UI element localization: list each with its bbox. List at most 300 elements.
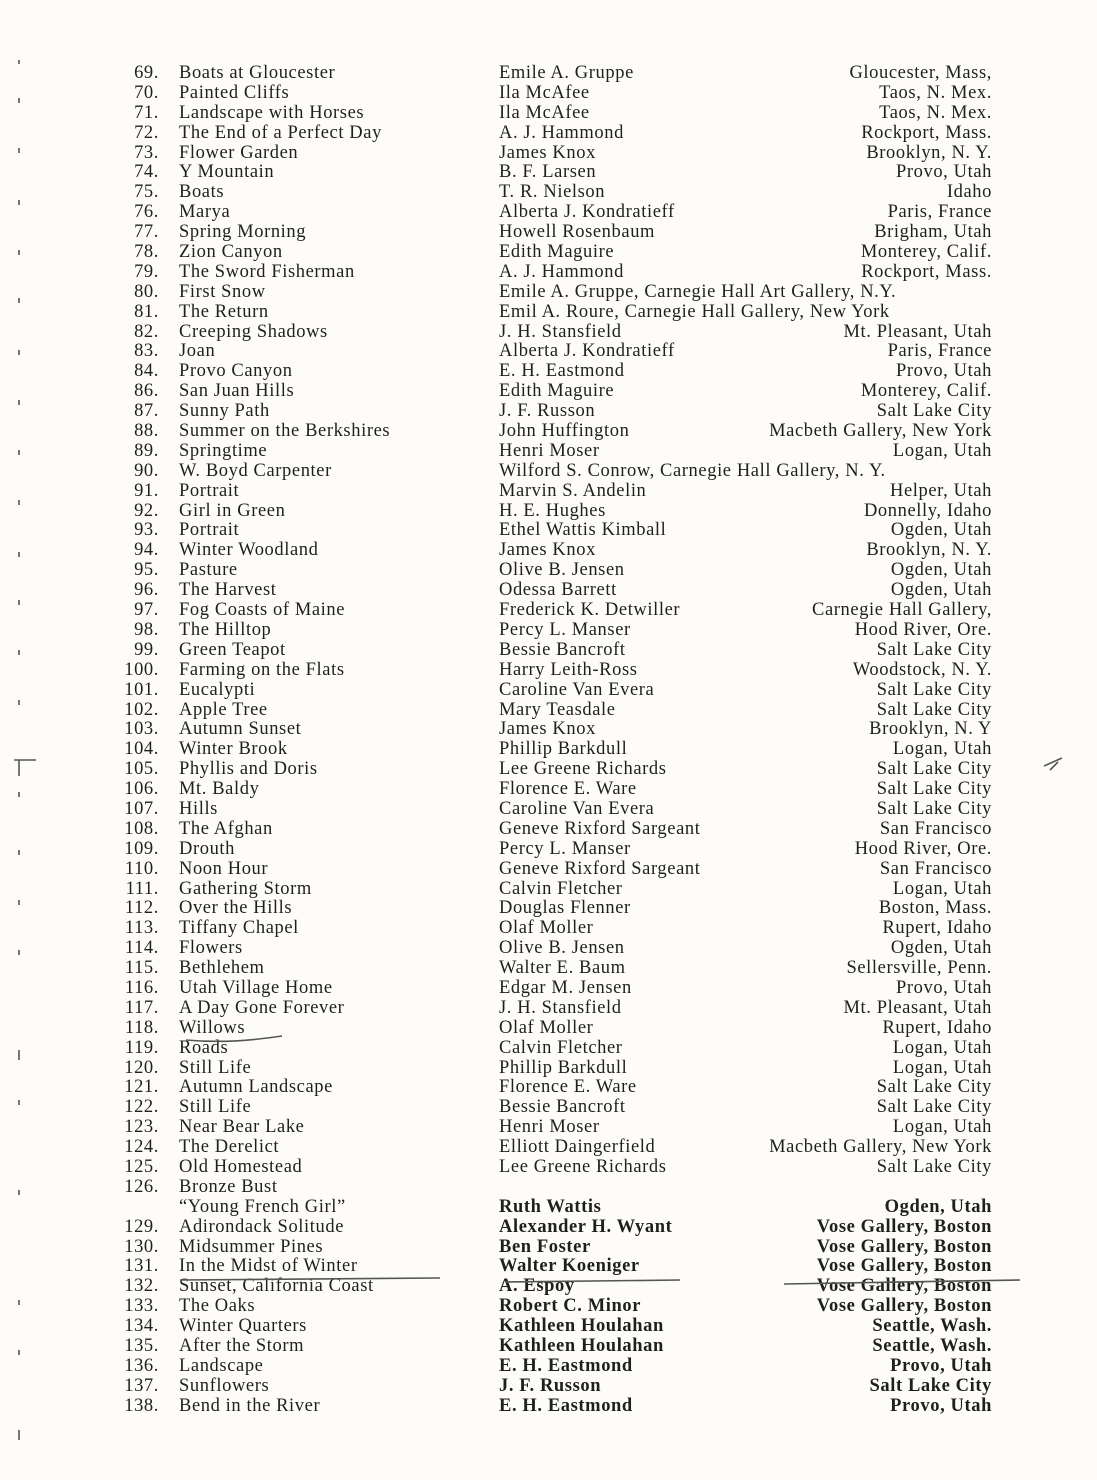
- entry-artist: James Knox: [499, 540, 596, 561]
- catalog-entry: [0, 362, 1097, 382]
- entry-artist: Florence E. Ware: [499, 779, 637, 800]
- entry-title: Painted Cliffs: [179, 82, 290, 103]
- entry-title: Girl in Green: [179, 500, 286, 521]
- entry-number: 77.: [134, 222, 159, 243]
- entry-number: 103.: [124, 719, 159, 740]
- catalog-entry: [0, 740, 1097, 760]
- entry-location: Brooklyn, N. Y.: [866, 142, 992, 163]
- entry-title: A Day Gone Forever: [179, 997, 345, 1018]
- entry-location: Salt Lake City: [869, 1375, 992, 1396]
- entry-artist: E. H. Eastmond: [499, 1355, 633, 1376]
- entry-location: Donnelly, Idaho: [863, 500, 992, 521]
- entry-title: The Afghan: [179, 818, 273, 839]
- entry-number: 108.: [124, 818, 159, 839]
- entry-artist: Olive B. Jensen: [499, 938, 625, 959]
- entry-location: Hood River, Ore.: [854, 838, 992, 859]
- entry-number: 102.: [124, 699, 159, 720]
- catalog-entry: [0, 323, 1097, 343]
- entry-title: Autumn Landscape: [179, 1077, 333, 1098]
- catalog-entry: [0, 223, 1097, 243]
- entry-title: Y Mountain: [179, 162, 275, 183]
- entry-number: 88.: [134, 421, 159, 442]
- entry-number: 107.: [124, 798, 159, 819]
- entry-title: Utah Village Home: [179, 977, 333, 998]
- catalog-entry: [0, 1218, 1097, 1238]
- catalog-entry: [0, 144, 1097, 164]
- catalog-entry: [0, 104, 1097, 124]
- entry-title: Still Life: [179, 1097, 252, 1118]
- entry-location: Brigham, Utah: [874, 222, 992, 243]
- entry-number: 80.: [134, 281, 159, 302]
- entry-number: 111.: [125, 878, 159, 899]
- entry-location: San Francisco: [879, 818, 992, 839]
- catalog-entry: [0, 342, 1097, 362]
- catalog-entry: [0, 183, 1097, 203]
- entry-artist: Olaf Moller: [499, 1017, 594, 1038]
- entry-title: Bend in the River: [179, 1395, 321, 1416]
- entry-number: 138.: [124, 1395, 159, 1416]
- entry-location: Seattle, Wash.: [872, 1316, 992, 1337]
- entry-location: Provo, Utah: [895, 977, 992, 998]
- entry-location: Logan, Utah: [892, 440, 992, 461]
- entry-title: First Snow: [179, 281, 266, 302]
- entry-location: Logan, Utah: [892, 878, 992, 899]
- entry-number: 118.: [124, 1017, 159, 1038]
- entry-artist: A. J. Hammond: [499, 122, 624, 143]
- entry-number: 90.: [134, 460, 159, 481]
- entry-artist: Edith Maguire: [499, 381, 615, 402]
- entry-artist: E. H. Eastmond: [499, 361, 625, 382]
- entry-title: Boats at Gloucester: [179, 63, 336, 83]
- entry-title: The Hilltop: [179, 619, 272, 640]
- catalog-entry: [0, 382, 1097, 402]
- entry-location: Provo, Utah: [890, 1395, 992, 1416]
- entry-title: W. Boyd Carpenter: [179, 460, 332, 481]
- entry-number: 106.: [124, 779, 159, 800]
- catalog-entry: [0, 959, 1097, 979]
- entry-number: 135.: [124, 1336, 159, 1356]
- entry-artist: Kathleen Houlahan: [499, 1316, 664, 1337]
- entry-location: San Francisco: [879, 858, 992, 879]
- entry-artist: Caroline Van Evera: [499, 679, 655, 700]
- catalog-entry: [0, 1178, 1097, 1198]
- entry-location: Macbeth Gallery, New York: [769, 421, 992, 442]
- entry-location: Ogden, Utah: [890, 520, 992, 541]
- catalog-entry: [0, 840, 1097, 860]
- entry-artist: Wilford S. Conrow, Carnegie Hall Gallery, N. Y.: [499, 460, 886, 481]
- entry-artist: Marvin S. Andelin: [499, 480, 647, 501]
- entry-number: 132.: [124, 1276, 159, 1297]
- entry-location: Hood River, Ore.: [854, 619, 992, 640]
- entry-artist: Ben Foster: [499, 1236, 591, 1257]
- entry-location: Logan, Utah: [892, 1117, 992, 1138]
- entry-artist: H. E. Hughes: [499, 500, 606, 521]
- entry-location: Vose Gallery, Boston: [816, 1256, 992, 1277]
- catalog-entry: [0, 243, 1097, 263]
- entry-artist: Olaf Moller: [499, 918, 594, 939]
- entry-number: 98.: [134, 619, 159, 640]
- entry-artist: Ethel Wattis Kimball: [499, 520, 667, 541]
- catalog-entry: [0, 860, 1097, 880]
- entry-artist: Percy L. Manser: [499, 838, 631, 859]
- entry-number: 131.: [124, 1256, 159, 1277]
- catalog-entry: [0, 1039, 1097, 1059]
- entry-title: Bethlehem: [179, 958, 265, 979]
- entry-title: In the Midst of Winter: [179, 1256, 358, 1277]
- catalog-entry: [0, 1297, 1097, 1317]
- entry-artist: Alberta J. Kondratieff: [499, 341, 675, 362]
- catalog-entry: [0, 1059, 1097, 1079]
- entry-artist: A. Espoy: [499, 1276, 575, 1297]
- entry-artist: E. H. Eastmond: [499, 1395, 633, 1416]
- entry-number: 93.: [134, 520, 159, 541]
- entry-artist: Alexander H. Wyant: [499, 1216, 673, 1237]
- entry-number: 119.: [124, 1037, 159, 1058]
- entry-artist: Phillip Barkdull: [499, 1057, 628, 1078]
- entry-number: 101.: [124, 679, 159, 700]
- entry-title: Flower Garden: [179, 142, 299, 163]
- entry-artist: Howell Rosenbaum: [499, 222, 656, 243]
- entry-title: Still Life: [179, 1057, 252, 1078]
- entry-location: Provo, Utah: [895, 361, 992, 382]
- entry-artist: Emil A. Roure, Carnegie Hall Gallery, New York: [499, 301, 890, 322]
- entry-title: Willows: [179, 1017, 246, 1038]
- entry-number: 124.: [124, 1137, 159, 1158]
- entry-artist: Calvin Fletcher: [499, 1037, 623, 1058]
- catalog-entry: [0, 442, 1097, 462]
- entry-artist: Florence E. Ware: [499, 1077, 637, 1098]
- entry-location: Salt Lake City: [876, 1097, 992, 1118]
- entry-artist: J. F. Russon: [499, 401, 596, 422]
- entry-artist: Geneve Rixford Sargeant: [499, 818, 701, 839]
- catalog-entry: [0, 1238, 1097, 1258]
- entry-number: 136.: [124, 1355, 159, 1376]
- entry-number: 109.: [124, 838, 159, 859]
- catalog-entry: [0, 919, 1097, 939]
- entry-title: Landscape with Horses: [179, 102, 365, 123]
- entry-location: Salt Lake City: [876, 639, 992, 660]
- entry-title: After the Storm: [179, 1336, 305, 1356]
- entry-artist: Walter Koeniger: [499, 1256, 640, 1277]
- entry-location: Salt Lake City: [876, 401, 992, 422]
- catalog-entry: [0, 899, 1097, 919]
- entry-location: Vose Gallery, Boston: [816, 1296, 992, 1317]
- entry-number: 99.: [134, 639, 159, 660]
- entry-location: Gloucester, Mass,: [849, 63, 992, 83]
- entry-location: Salt Lake City: [876, 1077, 992, 1098]
- entry-number: 73.: [134, 142, 159, 163]
- entry-location: Sellersville, Penn.: [846, 958, 992, 979]
- catalog-entry: [0, 521, 1097, 541]
- entry-title: The Harvest: [179, 580, 277, 601]
- entry-location: Salt Lake City: [876, 699, 992, 720]
- catalog-entry: [0, 502, 1097, 522]
- catalog-entry: [0, 701, 1097, 721]
- entry-number: 129.: [124, 1216, 159, 1237]
- entry-title: Spring Morning: [179, 222, 307, 243]
- entry-title: Portrait: [179, 480, 240, 501]
- entry-location: Mt. Pleasant, Utah: [843, 321, 992, 342]
- catalog-entry: [0, 163, 1097, 183]
- entry-location: Macbeth Gallery, New York: [769, 1137, 992, 1158]
- entry-title: Midsummer Pines: [179, 1236, 324, 1257]
- entry-title: Gathering Storm: [179, 878, 312, 899]
- catalog-entry: [0, 1078, 1097, 1098]
- catalog-entry: [0, 720, 1097, 740]
- entry-title: Autumn Sunset: [179, 719, 302, 740]
- entry-number: 71.: [134, 102, 159, 123]
- entry-artist: James Knox: [499, 142, 596, 163]
- entry-artist: Harry Leith-Ross: [499, 659, 638, 680]
- entry-location: Helper, Utah: [889, 480, 992, 501]
- entry-title: The Oaks: [179, 1296, 256, 1317]
- entry-artist: Lee Greene Richards: [499, 1156, 667, 1177]
- entry-title: Over the Hills: [179, 898, 293, 919]
- catalog-entry: [0, 1357, 1097, 1377]
- catalog-entry: [0, 939, 1097, 959]
- entry-artist: Phillip Barkdull: [499, 739, 628, 760]
- entry-number: 122.: [124, 1097, 159, 1118]
- entry-location: Salt Lake City: [876, 679, 992, 700]
- entry-title: Sunset, California Coast: [179, 1276, 374, 1297]
- entry-artist: Olive B. Jensen: [499, 560, 625, 581]
- entry-title: Farming on the Flats: [179, 659, 345, 680]
- entry-artist: Geneve Rixford Sargeant: [499, 858, 701, 879]
- entry-number: 83.: [134, 341, 159, 362]
- entry-title: The Derelict: [179, 1137, 280, 1158]
- entry-number: 91.: [134, 480, 159, 501]
- catalog-entry: [0, 1377, 1097, 1397]
- entry-location: Paris, France: [887, 202, 992, 223]
- entry-title: The End of a Perfect Day: [179, 122, 382, 143]
- catalog-entry: [0, 303, 1097, 323]
- entry-location: Monterey, Calif.: [860, 381, 992, 402]
- entry-title: Drouth: [179, 838, 236, 859]
- entry-location: Brooklyn, N. Y.: [866, 540, 992, 561]
- catalog-entry: [0, 880, 1097, 900]
- entry-number: 89.: [134, 440, 159, 461]
- entry-title: Boats: [179, 182, 225, 203]
- catalog-entry: [0, 203, 1097, 223]
- entry-artist: J. H. Stansfield: [499, 321, 622, 342]
- entry-number: 117.: [124, 997, 159, 1018]
- catalog-entry: [0, 1019, 1097, 1039]
- entry-number: 121.: [124, 1077, 159, 1098]
- entry-location: Logan, Utah: [892, 1037, 992, 1058]
- entry-location: Taos, N. Mex.: [879, 102, 992, 123]
- entry-title: Flowers: [179, 938, 243, 959]
- entry-artist: A. J. Hammond: [499, 261, 624, 282]
- catalog-entry: [0, 979, 1097, 999]
- entry-title: Sunny Path: [179, 401, 270, 422]
- catalog-entry: [0, 482, 1097, 502]
- entry-number: 134.: [124, 1316, 159, 1337]
- entry-number: 78.: [134, 242, 159, 263]
- entry-artist: Caroline Van Evera: [499, 798, 655, 819]
- entry-title: Winter Quarters: [179, 1316, 307, 1337]
- entry-artist: Robert C. Minor: [499, 1296, 642, 1317]
- entry-number: 133.: [124, 1296, 159, 1317]
- entry-title: The Return: [179, 301, 269, 322]
- entry-artist: Bessie Bancroft: [499, 639, 626, 660]
- catalog-entry: [0, 1098, 1097, 1118]
- entry-number: 112.: [124, 898, 159, 919]
- entry-number: 105.: [124, 759, 159, 780]
- entry-title: Creeping Shadows: [179, 321, 328, 342]
- entry-number: 130.: [124, 1236, 159, 1257]
- entry-artist: B. F. Larsen: [499, 162, 597, 183]
- catalog-entry: [0, 1317, 1097, 1337]
- entry-artist: Edith Maguire: [499, 242, 615, 263]
- catalog-entry: [0, 1337, 1097, 1357]
- entry-artist: Kathleen Houlahan: [499, 1336, 664, 1356]
- entry-number: 100.: [124, 659, 159, 680]
- entry-title: Winter Woodland: [179, 540, 319, 561]
- entry-number: 84.: [134, 361, 159, 382]
- catalog-entry: [0, 283, 1097, 303]
- entry-artist: Frederick K. Detwiller: [499, 600, 681, 621]
- entry-number: 87.: [134, 401, 159, 422]
- entry-artist: T. R. Nielson: [499, 182, 606, 203]
- entry-title: Marya: [179, 202, 231, 223]
- entry-artist: Douglas Flenner: [499, 898, 631, 919]
- entry-artist: J. H. Stansfield: [499, 997, 622, 1018]
- catalog-entry: [0, 1158, 1097, 1178]
- entry-artist: Elliott Daingerfield: [499, 1137, 656, 1158]
- entry-number: 97.: [134, 600, 159, 621]
- entry-location: Brooklyn, N. Y: [869, 719, 992, 740]
- catalog-entry: [0, 1118, 1097, 1138]
- entry-title: Landscape: [179, 1355, 264, 1376]
- entry-artist: Calvin Fletcher: [499, 878, 623, 899]
- entry-artist: Alberta J. Kondratieff: [499, 202, 675, 223]
- entry-location: Idaho: [946, 182, 992, 203]
- entry-title: Old Homestead: [179, 1156, 303, 1177]
- entry-number: 113.: [124, 918, 159, 939]
- catalog-entry: [0, 641, 1097, 661]
- entry-location: Vose Gallery, Boston: [816, 1276, 992, 1297]
- entry-artist: J. F. Russon: [499, 1375, 602, 1396]
- entry-artist: Edgar M. Jensen: [499, 977, 632, 998]
- catalog-entry: [0, 1257, 1097, 1277]
- catalog-entry: [0, 800, 1097, 820]
- entry-location: Salt Lake City: [876, 759, 992, 780]
- entry-location: Carnegie Hall Gallery,: [812, 600, 992, 621]
- entry-number: 120.: [124, 1057, 159, 1078]
- entry-number: 81.: [134, 301, 159, 322]
- entry-location: Rupert, Idaho: [882, 918, 992, 939]
- entry-location: Ogden, Utah: [890, 580, 992, 601]
- entry-location: Salt Lake City: [876, 779, 992, 800]
- entry-title: The Sword Fisherman: [179, 261, 355, 282]
- entry-number: 95.: [134, 560, 159, 581]
- entry-title: Provo Canyon: [179, 361, 293, 382]
- entry-artist: Emile A. Gruppe: [499, 63, 634, 83]
- entries-list: [0, 64, 1097, 1417]
- entry-artist: Odessa Barrett: [499, 580, 617, 601]
- entry-artist: Bessie Bancroft: [499, 1097, 626, 1118]
- entry-title: Bronze Bust: [179, 1176, 278, 1197]
- catalog-entry: [0, 760, 1097, 780]
- entry-number: 76.: [134, 202, 159, 223]
- catalog-entry: [0, 124, 1097, 144]
- entry-title: Summer on the Berkshires: [179, 421, 391, 442]
- entry-location: Boston, Mass.: [878, 898, 992, 919]
- catalog-entry: [0, 84, 1097, 104]
- entry-location: Vose Gallery, Boston: [816, 1236, 992, 1257]
- entry-artist: Lee Greene Richards: [499, 759, 667, 780]
- entry-artist: James Knox: [499, 719, 596, 740]
- entry-location: Rockport, Mass.: [861, 122, 992, 143]
- entry-location: Salt Lake City: [876, 1156, 992, 1177]
- entry-number: 72.: [134, 122, 159, 143]
- entry-number: 116.: [124, 977, 159, 998]
- catalog-entry: [0, 64, 1097, 84]
- entry-title: Zion Canyon: [179, 242, 283, 263]
- entry-title: Winter Brook: [179, 739, 288, 760]
- entry-number: 79.: [134, 261, 159, 282]
- entry-title: “Young French Girl”: [179, 1196, 346, 1217]
- entry-location: Vose Gallery, Boston: [816, 1216, 992, 1237]
- entry-number: 126.: [124, 1176, 159, 1197]
- entry-artist: Mary Teasdale: [499, 699, 616, 720]
- entry-artist: John Huffington: [499, 421, 630, 442]
- entry-title: Adirondack Solitude: [179, 1216, 345, 1237]
- entry-location: Woodstock, N. Y.: [852, 659, 992, 680]
- entry-number: 92.: [134, 500, 159, 521]
- catalog-entry: [0, 1138, 1097, 1158]
- entry-number: 96.: [134, 580, 159, 601]
- entry-artist: Henri Moser: [499, 1117, 600, 1138]
- entry-artist: Percy L. Manser: [499, 619, 631, 640]
- catalog-entry: [0, 581, 1097, 601]
- entry-number: 123.: [124, 1117, 159, 1138]
- entry-number: 137.: [124, 1375, 159, 1396]
- entry-title: Springtime: [179, 440, 268, 461]
- catalog-entry: [0, 462, 1097, 482]
- entry-title: Pasture: [179, 560, 238, 581]
- catalog-entry: [0, 541, 1097, 561]
- entry-title: Apple Tree: [179, 699, 268, 720]
- catalog-entry: [0, 263, 1097, 283]
- entry-location: Mt. Pleasant, Utah: [843, 997, 992, 1018]
- catalog-entry: [0, 402, 1097, 422]
- entry-artist: Ruth Wattis: [499, 1196, 602, 1217]
- entry-title: Hills: [179, 798, 218, 819]
- entry-number: 104.: [124, 739, 159, 760]
- catalog-entry: [0, 1277, 1097, 1297]
- entry-location: Ogden, Utah: [890, 938, 992, 959]
- entry-artist: Ila McAfee: [499, 82, 590, 103]
- entry-location: Ogden, Utah: [884, 1196, 992, 1217]
- catalog-entry: [0, 422, 1097, 442]
- entry-number: 86.: [134, 381, 159, 402]
- entry-title: Fog Coasts of Maine: [179, 600, 346, 621]
- entry-location: Rupert, Idaho: [882, 1017, 992, 1038]
- entry-location: Seattle, Wash.: [872, 1336, 992, 1356]
- catalog-entry: [0, 681, 1097, 701]
- catalog-entry: [0, 1198, 1097, 1218]
- entry-number: 110.: [124, 858, 159, 879]
- entry-title: Noon Hour: [179, 858, 269, 879]
- entry-title: Green Teapot: [179, 639, 286, 660]
- entry-location: Salt Lake City: [876, 798, 992, 819]
- entry-number: 70.: [134, 82, 159, 103]
- entry-artist: Henri Moser: [499, 440, 600, 461]
- catalog-entry: [0, 661, 1097, 681]
- entry-location: Ogden, Utah: [890, 560, 992, 581]
- entry-location: Provo, Utah: [895, 162, 992, 183]
